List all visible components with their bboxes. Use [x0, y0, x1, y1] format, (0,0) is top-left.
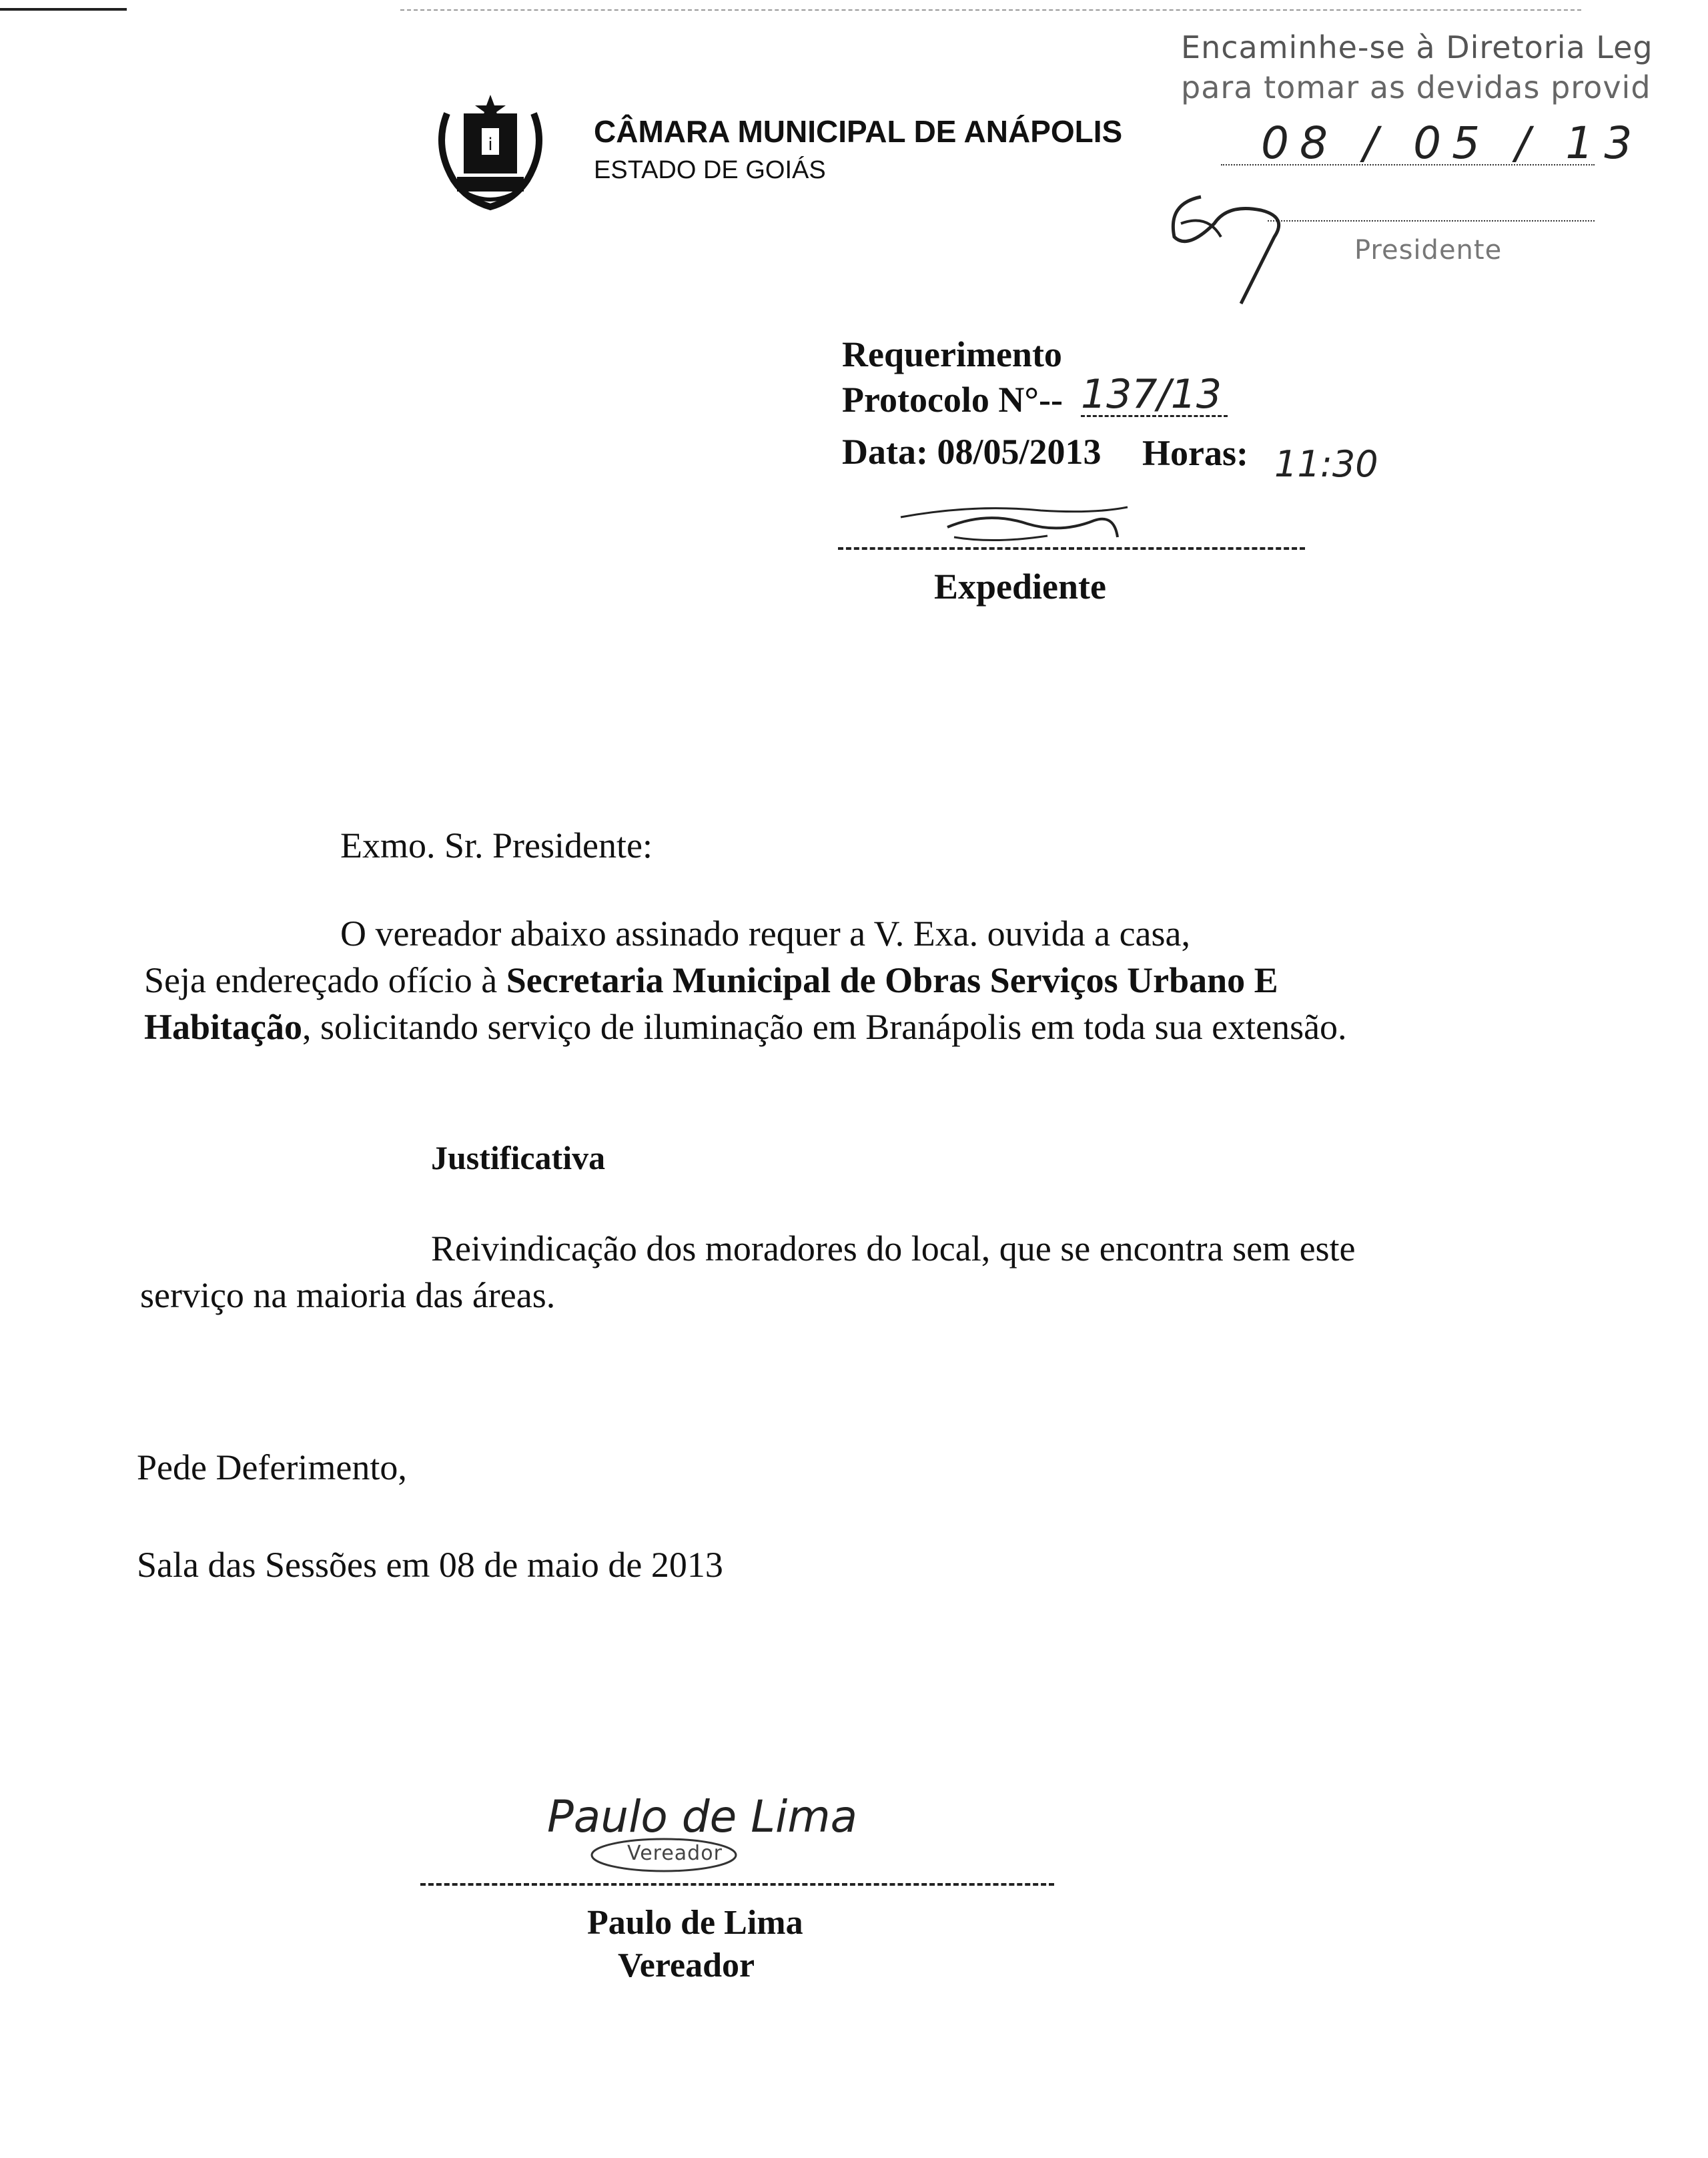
horas-label: Horas:: [1142, 433, 1248, 473]
state-name: ESTADO DE GOIÁS: [594, 156, 826, 184]
expediente-signature-line: [838, 547, 1305, 550]
request-line-1: O vereador abaixo assinado requer a V. Exa. ouvida a casa,: [340, 914, 1191, 954]
signatory-role: Vereador: [618, 1946, 755, 1985]
stamp-president-label: Presidente: [1354, 235, 1503, 266]
place-date-text: Sala das Sessões em 08 de maio de 2013: [137, 1545, 723, 1585]
handwritten-signature: Paulo de Lima: [547, 1791, 858, 1842]
signatory-name: Paulo de Lima: [587, 1904, 803, 1942]
data-label: Data: 08/05/2013: [842, 432, 1102, 472]
vereador-stamp-text: Vereador: [627, 1842, 723, 1865]
salutation: Exmo. Sr. Presidente:: [340, 825, 653, 865]
stamp-date-line: [1221, 164, 1595, 165]
request-line-2-text: Seja endereçado ofício à: [144, 960, 506, 1000]
justificativa-line-2: serviço na maioria das áreas.: [140, 1275, 556, 1315]
svg-text:i: i: [488, 135, 493, 155]
justificativa-title: Justificativa: [431, 1139, 606, 1176]
stamp-line-1: Encaminhe-se à Diretoria Leg: [1181, 29, 1653, 65]
signature-line: [420, 1883, 1054, 1886]
horas-value: 11:30: [1274, 443, 1378, 485]
stamp-line-2: para tomar as devidas provid: [1181, 69, 1651, 105]
protocolo-number: 137/13: [1081, 371, 1222, 418]
secretaria-name-part-1: Secretaria Municipal de Obras Serviços Urbano E: [506, 960, 1278, 1000]
requerimento-label: Requerimento: [842, 334, 1062, 374]
protocolo-label: Protocolo N°--: [842, 380, 1063, 420]
closing-text: Pede Deferimento,: [137, 1447, 407, 1487]
secretaria-name-part-2: Habitação: [144, 1007, 302, 1047]
request-line-2: [144, 957, 1278, 1004]
justificativa-line-1: Reivindicação dos moradores do local, que se encontra sem este: [431, 1228, 1356, 1269]
stamp-handwritten-date: 08 / 05 / 13: [1261, 117, 1643, 169]
coat-of-arms-icon: [427, 87, 554, 214]
institution-name: CÂMARA MUNICIPAL DE ANÁPOLIS: [594, 114, 1123, 149]
president-signature-mark: [1161, 177, 1321, 310]
request-line-3-text: , solicitando serviço de iluminação em Branápolis em toda sua extensão.: [302, 1007, 1347, 1047]
top-left-rule: [0, 8, 127, 11]
expediente-label: Expediente: [934, 567, 1107, 607]
protocolo-number-line: [1081, 415, 1228, 417]
top-scan-line: [400, 9, 1581, 11]
request-line-3: [144, 1004, 1347, 1050]
